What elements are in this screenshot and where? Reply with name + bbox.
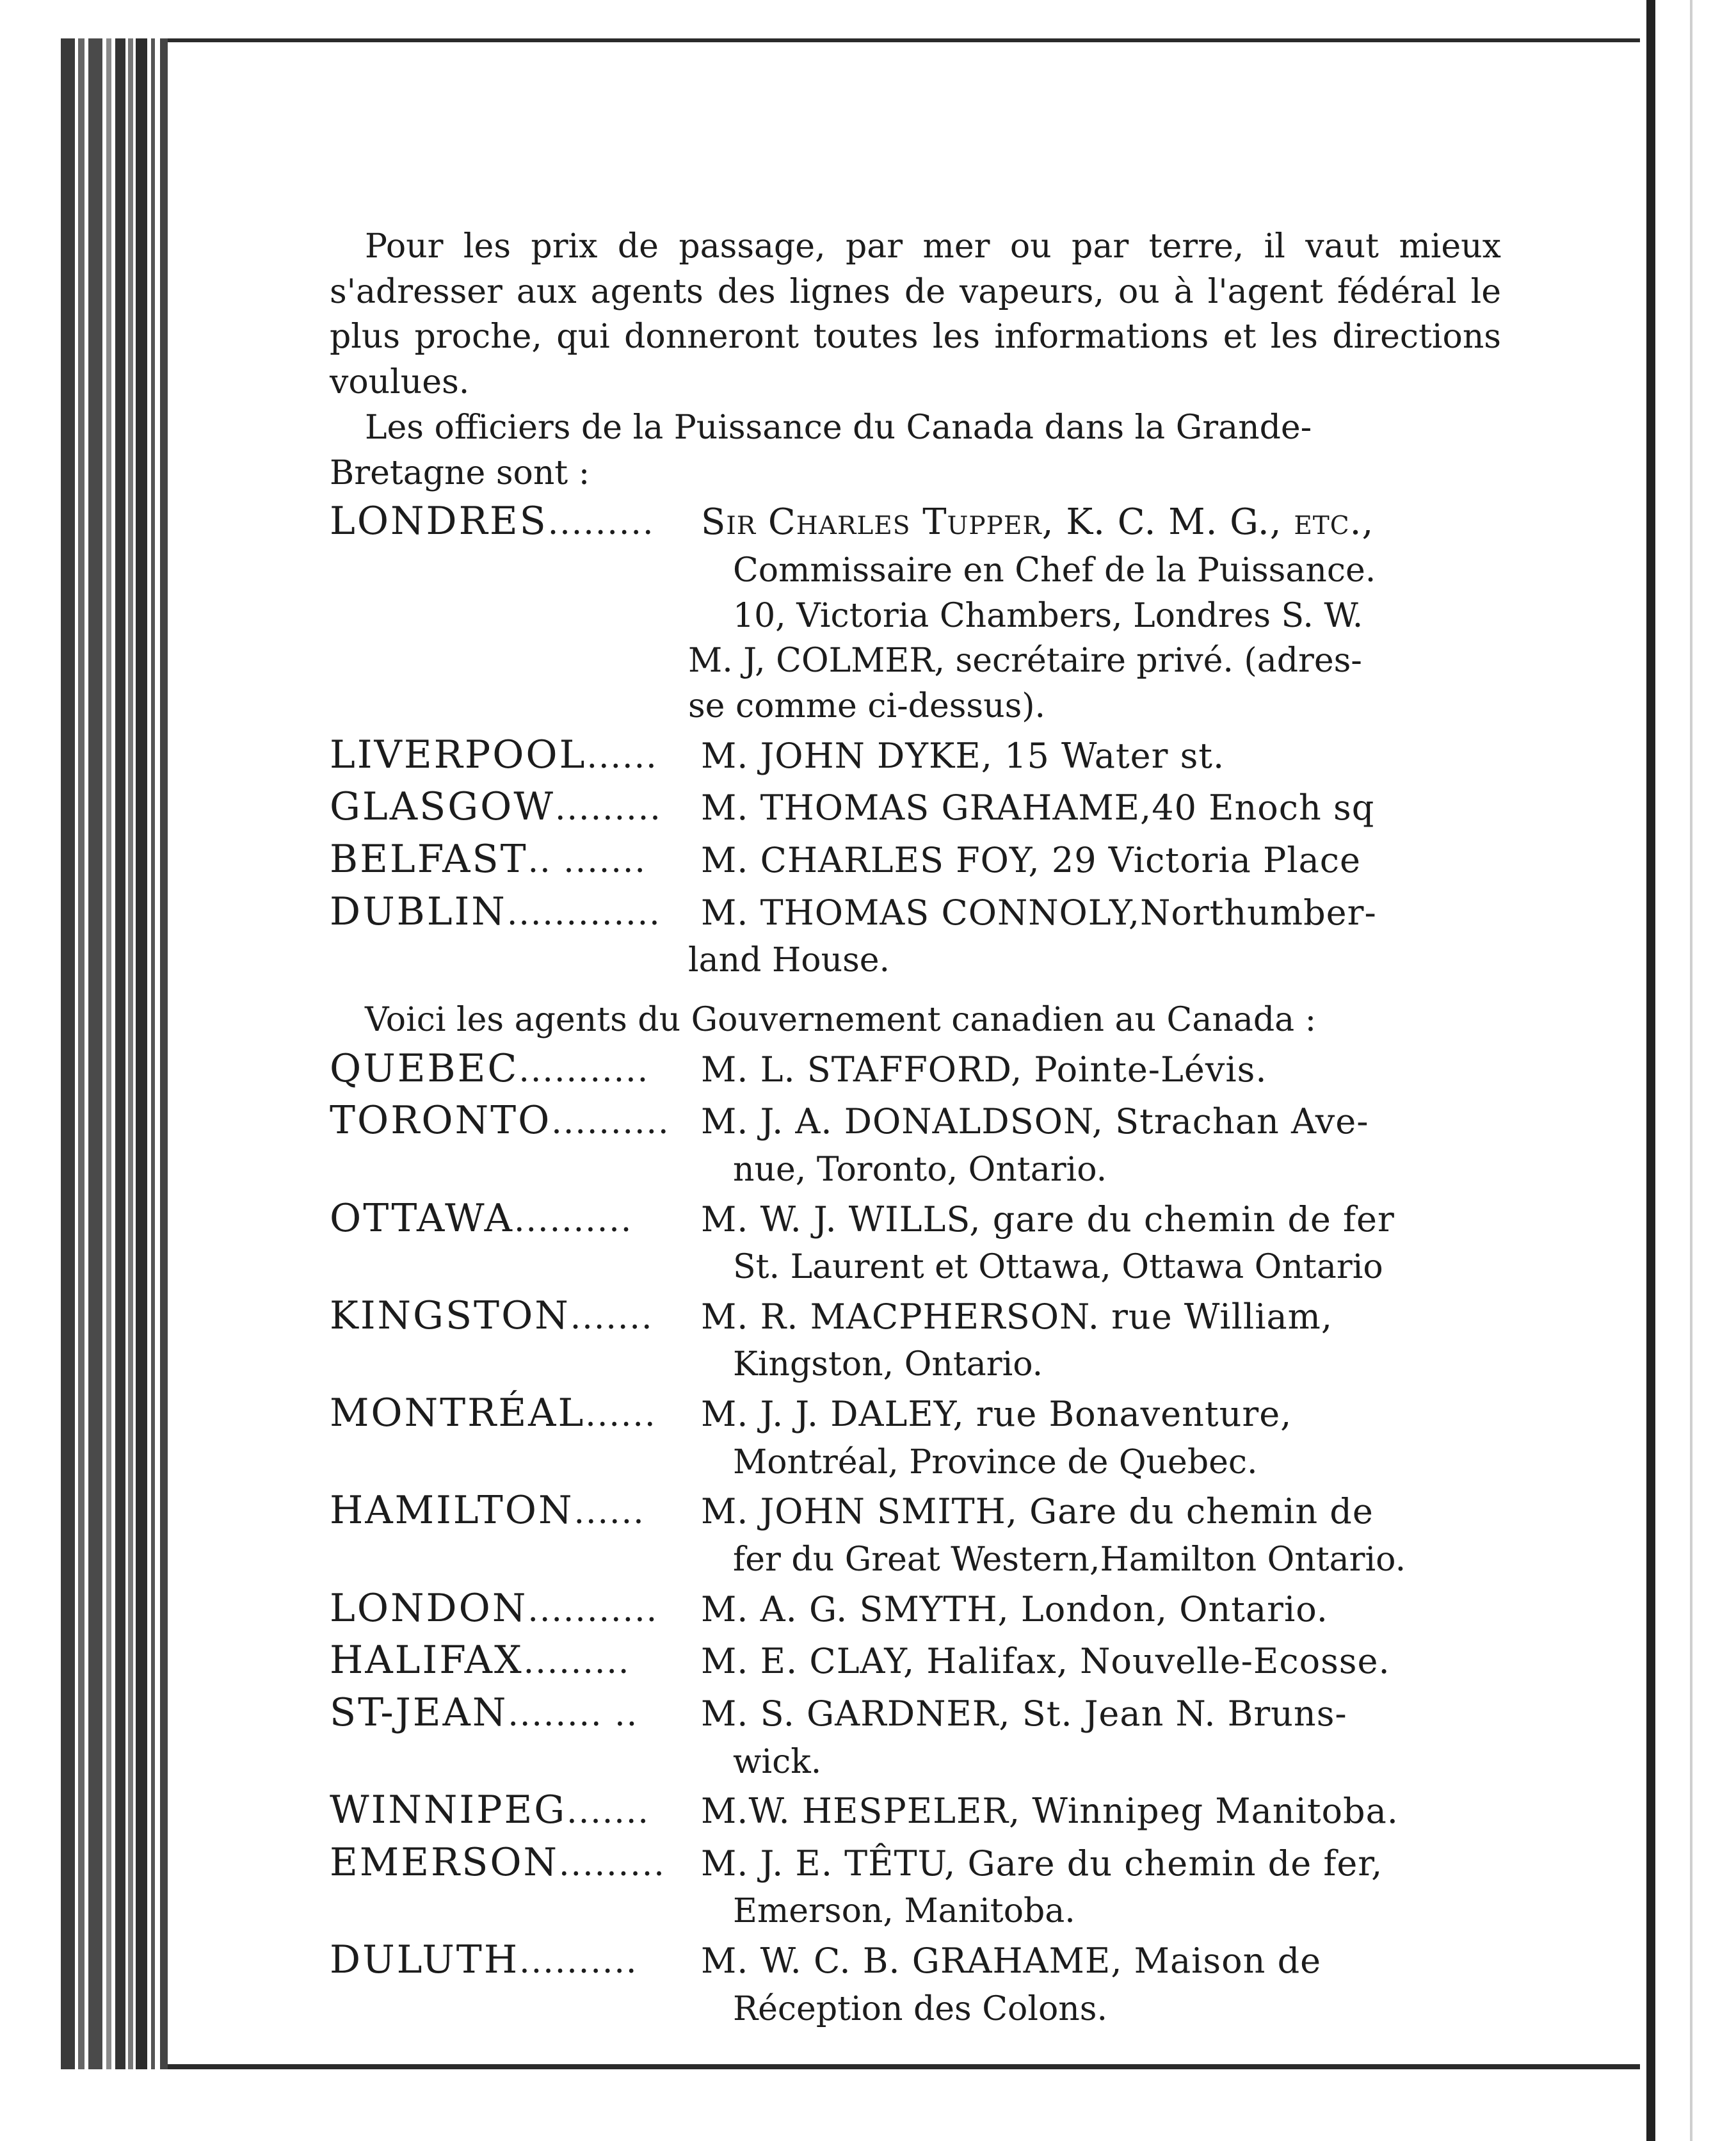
dot-leader: ...... xyxy=(586,737,658,776)
agent-name: M. J. A. DONALDSON, Strachan Ave- xyxy=(701,1101,1369,1142)
city-name: DUBLIN xyxy=(330,889,507,934)
dot-leader: ....... xyxy=(570,1298,654,1337)
agent-entry xyxy=(330,1193,1501,1290)
dot-leader: ...... xyxy=(585,1396,657,1435)
city-leader xyxy=(330,1387,701,1440)
agent-name: M. L. STAFFORD, Pointe-Lévis. xyxy=(701,1049,1267,1090)
dot-leader: .......... xyxy=(551,1103,670,1142)
agent-entry-line xyxy=(330,1387,1501,1440)
city-leader xyxy=(330,496,701,548)
agent-entry-line xyxy=(330,1635,1501,1687)
intro-paragraph: Pour les prix de passage, par mer ou par terre, il vaut mieux s'adresser aux agents des lignes de vapeurs, ou à l'agent fédéral le plus proche, qui donneront toutes les informations et les directions voulues. xyxy=(330,227,1501,402)
agent-entry xyxy=(330,1837,1501,1934)
agent-entry xyxy=(330,1095,1501,1192)
britain-agent-list xyxy=(330,496,1501,983)
city-name: EMERSON xyxy=(330,1839,559,1885)
agent-name: M. CHARLES FOY, 29 Victoria Place xyxy=(701,839,1361,880)
city-name: OTTAWA xyxy=(330,1195,514,1241)
agent-address-line: 10, Victoria Chambers, Londres S. W. xyxy=(733,596,1363,635)
city-name: QUEBEC xyxy=(330,1046,519,1091)
agent-entry xyxy=(330,1290,1501,1387)
dot-leader: ............. xyxy=(506,894,661,933)
agent-address-line: St. Laurent et Ottawa, Ottawa Ontario xyxy=(733,1248,1383,1287)
agent-entry-line xyxy=(330,834,1501,886)
dot-leader: .......... xyxy=(519,1943,638,1982)
dot-leader: ...... xyxy=(574,1493,645,1532)
city-name: HALIFAX xyxy=(330,1638,524,1683)
agent-entry-line xyxy=(330,1784,1501,1837)
agent-name: M. THOMAS CONNOLY,Northumber- xyxy=(701,892,1377,933)
city-name: BELFAST xyxy=(330,836,528,882)
city-name: DULUTH xyxy=(330,1937,520,1983)
page-bottom-margin xyxy=(0,2069,1646,2141)
dot-leader: ......... xyxy=(547,504,655,543)
agent-name: M. S. GARDNER, St. Jean N. Bruns- xyxy=(701,1693,1347,1734)
book-edge xyxy=(136,38,147,2113)
dot-leader: .......... xyxy=(513,1200,633,1240)
agent-name: M. R. MACPHERSON. rue William, xyxy=(701,1296,1333,1337)
city-leader xyxy=(330,1687,701,1740)
city-leader xyxy=(330,1784,701,1837)
dot-leader: ......... xyxy=(559,1845,666,1884)
city-name: KINGSTON xyxy=(330,1293,570,1338)
city-leader xyxy=(330,781,701,834)
dot-leader: ........ .. xyxy=(508,1695,639,1734)
agent-entry xyxy=(330,781,1501,834)
agent-address-line: Réception des Colons. xyxy=(733,1989,1107,2028)
city-leader xyxy=(330,1934,701,1987)
agent-address-line: Montréal, Province de Quebec. xyxy=(733,1442,1258,1482)
agent-note-line: M. J, COLMER, secrétaire privé. (adres- xyxy=(688,642,1362,681)
dot-leader: .. ....... xyxy=(527,841,647,880)
agent-address-line: fer du Great Western,Hamilton Ontario. xyxy=(733,1540,1406,1579)
agent-entry-line xyxy=(330,1934,1501,1987)
agent-name: M.W. HESPELER, Winnipeg Manitoba. xyxy=(701,1791,1399,1832)
book-edge xyxy=(115,38,125,2113)
city-leader xyxy=(330,834,701,886)
agent-entry-line xyxy=(330,886,1501,939)
agent-address-line: nue, Toronto, Ontario. xyxy=(733,1150,1107,1189)
agent-name: M. J. E. TÊTU, Gare du chemin de fer, xyxy=(701,1843,1383,1884)
city-leader xyxy=(330,1837,701,1889)
agent-name: M. THOMAS GRAHAME,40 Enoch sq xyxy=(701,788,1375,828)
agent-name: Sir Charles Tupper, K. C. M. G., etc., xyxy=(701,501,1374,544)
agent-entry-line xyxy=(330,1687,1501,1740)
agent-entry xyxy=(330,834,1501,886)
agent-name: M. J. J. DALEY, rue Bonaventure, xyxy=(701,1394,1292,1435)
city-leader xyxy=(330,1485,701,1537)
city-name: LONDRES xyxy=(330,499,548,544)
agent-entry xyxy=(330,729,1501,782)
city-name: WINNIPEG xyxy=(330,1788,567,1833)
city-name: LONDON xyxy=(330,1585,528,1631)
page-top-border xyxy=(168,38,1640,42)
city-name: LIVERPOOL xyxy=(330,732,587,777)
city-leader xyxy=(330,1193,701,1245)
agent-entry-line xyxy=(330,729,1501,782)
page-bottom-border xyxy=(168,2064,1640,2069)
city-leader xyxy=(330,729,701,782)
agent-entry-line xyxy=(330,1583,1501,1635)
city-leader xyxy=(330,1635,701,1687)
agent-entry-line xyxy=(330,781,1501,834)
canada-agent-list xyxy=(330,1043,1501,2032)
book-edge xyxy=(106,38,111,2113)
agent-entry-line xyxy=(330,496,1501,548)
agent-entry-line xyxy=(330,1095,1501,1147)
next-page-edge xyxy=(1690,0,1692,2141)
britain-intro-cont: Bretagne sont : xyxy=(330,453,590,492)
agent-entry-line xyxy=(330,1485,1501,1537)
agent-entry xyxy=(330,1485,1501,1582)
book-edge xyxy=(160,38,168,2113)
city-name: ST-JEAN xyxy=(330,1690,508,1735)
city-leader xyxy=(330,1290,701,1343)
city-name: MONTRÉAL xyxy=(330,1391,586,1436)
agent-entry-line xyxy=(330,1290,1501,1343)
page-content xyxy=(330,224,1501,2032)
britain-intro: Les officiers de la Puissance du Canada dans la Grande- xyxy=(365,408,1312,447)
agent-entry-line xyxy=(330,1043,1501,1095)
agent-entry xyxy=(330,1934,1501,2032)
next-page xyxy=(1655,0,1736,2141)
agent-name: M. W. C. B. GRAHAME, Maison de xyxy=(701,1941,1322,1982)
agent-entry xyxy=(330,496,1501,729)
dot-leader: ........... xyxy=(527,1590,659,1629)
agent-name: M. JOHN DYKE, 15 Water st. xyxy=(701,735,1225,776)
agent-entry xyxy=(330,1635,1501,1687)
city-leader xyxy=(330,886,701,939)
book-edge xyxy=(88,38,102,2113)
agent-address-line: Kingston, Ontario. xyxy=(733,1345,1043,1384)
book-edge xyxy=(128,38,133,2113)
page-gutter xyxy=(1646,0,1655,2141)
book-edge xyxy=(151,38,155,2113)
dot-leader: ........... xyxy=(518,1051,650,1090)
city-name: GLASGOW xyxy=(330,784,555,830)
agent-address-line: Emerson, Manitoba. xyxy=(733,1892,1075,1931)
agent-address-line: wick. xyxy=(733,1742,822,1781)
agent-name: M. JOHN SMITH, Gare du chemin de xyxy=(701,1491,1374,1532)
agent-entry xyxy=(330,1583,1501,1635)
dot-leader: ......... xyxy=(555,789,662,828)
agent-address-line: Commissaire en Chef de la Puissance. xyxy=(733,551,1376,590)
city-leader xyxy=(330,1043,701,1095)
agent-entry xyxy=(330,1687,1501,1784)
dot-leader: ....... xyxy=(567,1793,650,1832)
book-edge xyxy=(78,38,84,2113)
canada-intro: Voici les agents du Gouvernement canadien au Canada : xyxy=(365,1000,1317,1039)
book-edge xyxy=(61,38,75,2113)
agent-entry xyxy=(330,1387,1501,1485)
dot-leader: ......... xyxy=(523,1643,631,1682)
agent-name: M. W. J. WILLS, gare du chemin de fer xyxy=(701,1199,1395,1240)
city-name: TORONTO xyxy=(330,1098,552,1143)
agent-name: M. E. CLAY, Halifax, Nouvelle-Ecosse. xyxy=(701,1641,1390,1682)
agent-entry-line xyxy=(330,1193,1501,1245)
agent-name: M. A. G. SMYTH, London, Ontario. xyxy=(701,1588,1328,1629)
agent-entry xyxy=(330,1784,1501,1837)
agent-entry xyxy=(330,886,1501,983)
city-leader xyxy=(330,1095,701,1147)
agent-entry-line xyxy=(330,1837,1501,1889)
agent-note-line: se comme ci-dessus). xyxy=(688,687,1046,726)
city-name: HAMILTON xyxy=(330,1488,574,1533)
agent-entry xyxy=(330,1043,1501,1095)
city-leader xyxy=(330,1583,701,1635)
agent-note-line: land House. xyxy=(688,941,890,980)
